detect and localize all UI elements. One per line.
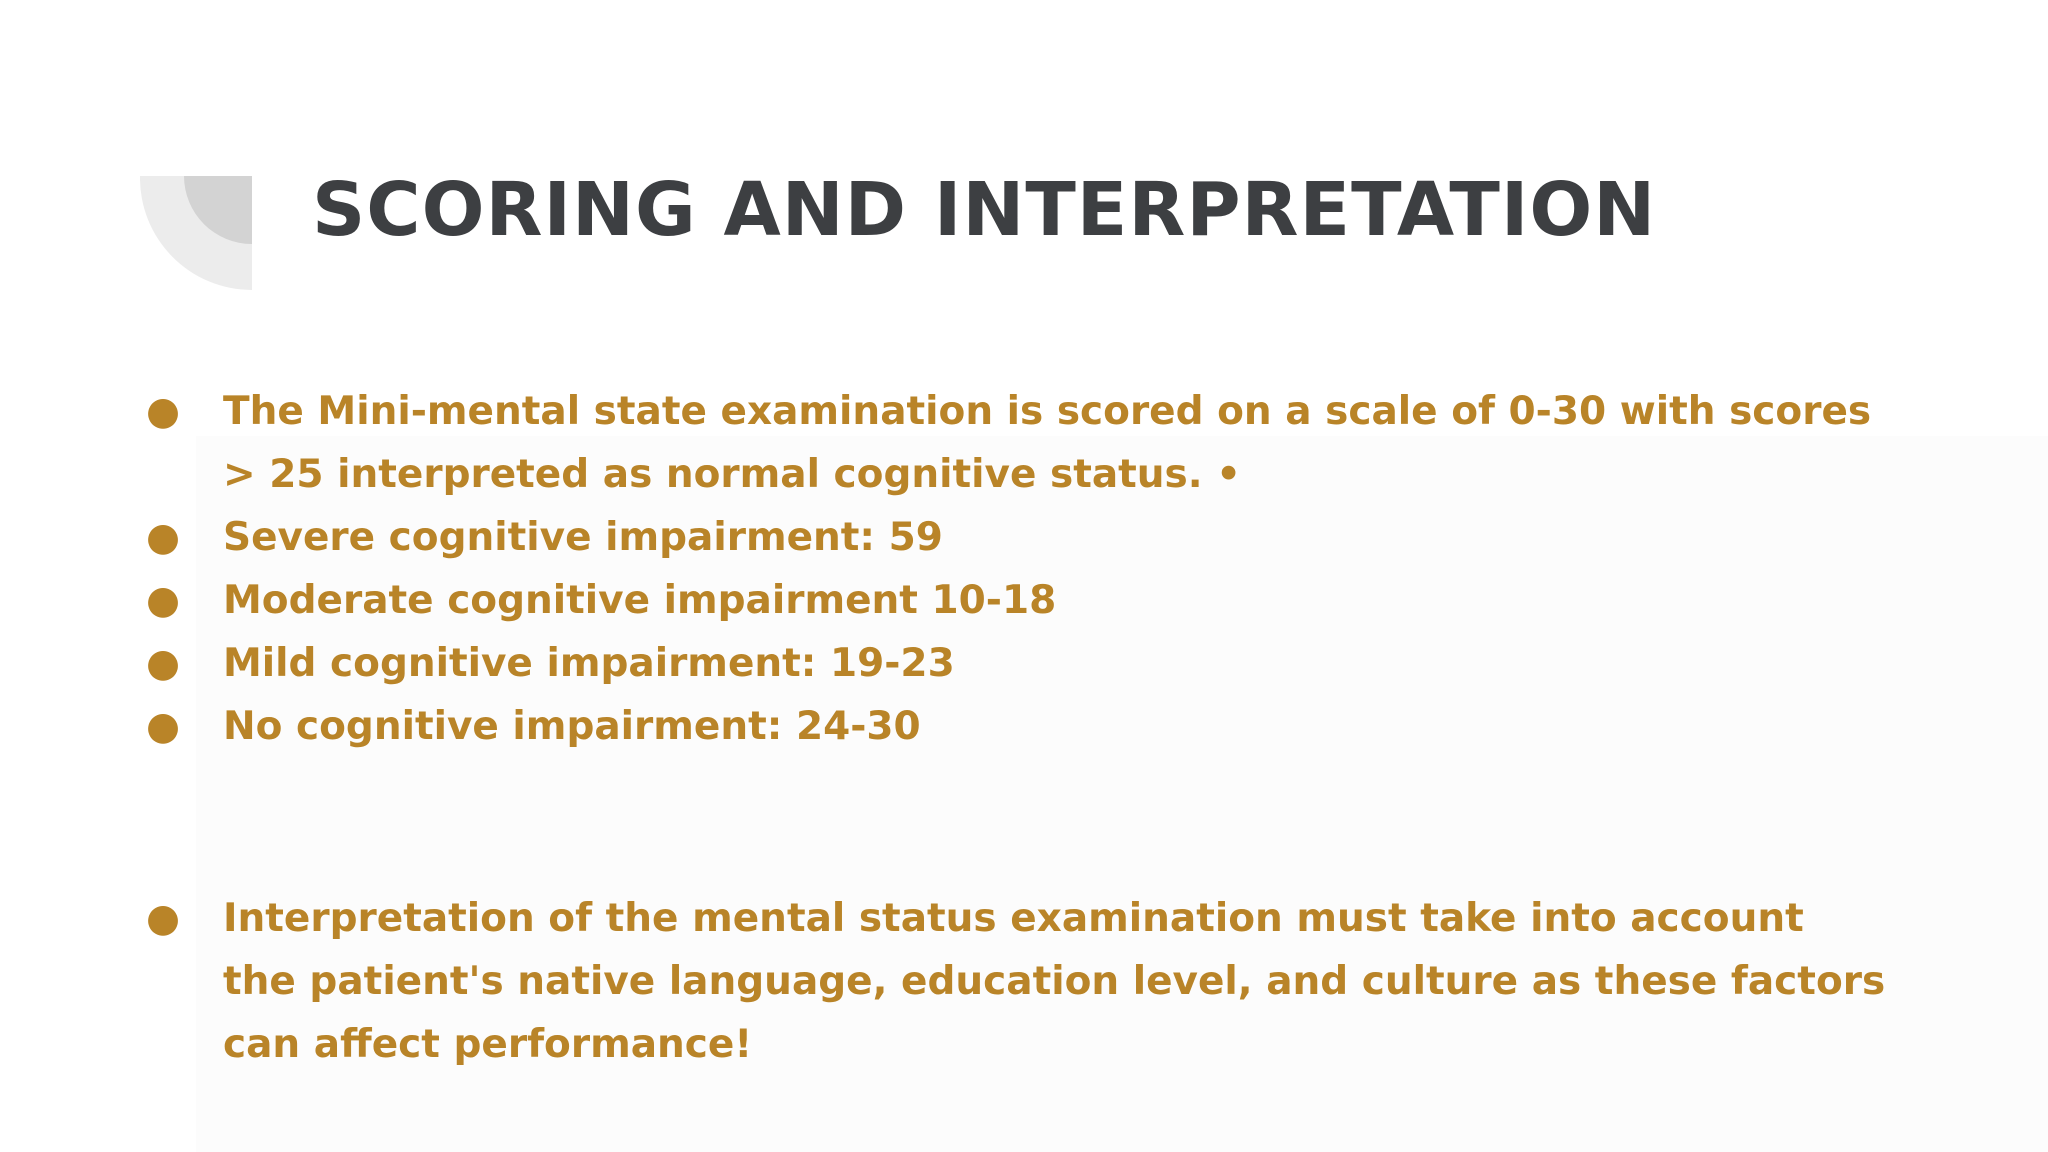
bullet-text: The Mini-mental state examination is scored on a scale of 0-30 with scores > 25 interpreted as normal cognitive status. • bbox=[223, 389, 1872, 497]
bullet-item-severe bbox=[146, 506, 1886, 569]
bullet-dot-icon: ● bbox=[146, 578, 181, 623]
bullet-text: Interpretation of the mental status examination must take into account the patient's native language, education level, and culture as these factors can affect performance! bbox=[223, 896, 1886, 1067]
bullet-dot-icon: ● bbox=[146, 641, 181, 686]
bullet-item-scoring-scale bbox=[146, 380, 1886, 506]
bullet-item-moderate bbox=[146, 569, 1886, 632]
bullet-dot-icon: ● bbox=[146, 704, 181, 749]
bullet-text: Severe cognitive impairment: 59 bbox=[223, 515, 943, 560]
bullet-dot-icon: ● bbox=[146, 389, 181, 434]
bullet-text: Mild cognitive impairment: 19-23 bbox=[223, 641, 955, 686]
bullet-dot-icon: ● bbox=[146, 896, 181, 941]
bullet-item-mild bbox=[146, 632, 1886, 695]
slide-title: SCORING AND INTERPRETATION bbox=[312, 167, 1657, 253]
bullet-item-interpretation-note bbox=[146, 887, 1886, 1076]
bullet-text: No cognitive impairment: 24-30 bbox=[223, 704, 921, 749]
bullet-dot-icon: ● bbox=[146, 515, 181, 560]
bullet-list bbox=[146, 380, 1886, 1076]
quarter-circle-decoration-icon bbox=[140, 176, 254, 290]
bullet-item-none bbox=[146, 695, 1886, 758]
bullet-text: Moderate cognitive impairment 10-18 bbox=[223, 578, 1057, 623]
